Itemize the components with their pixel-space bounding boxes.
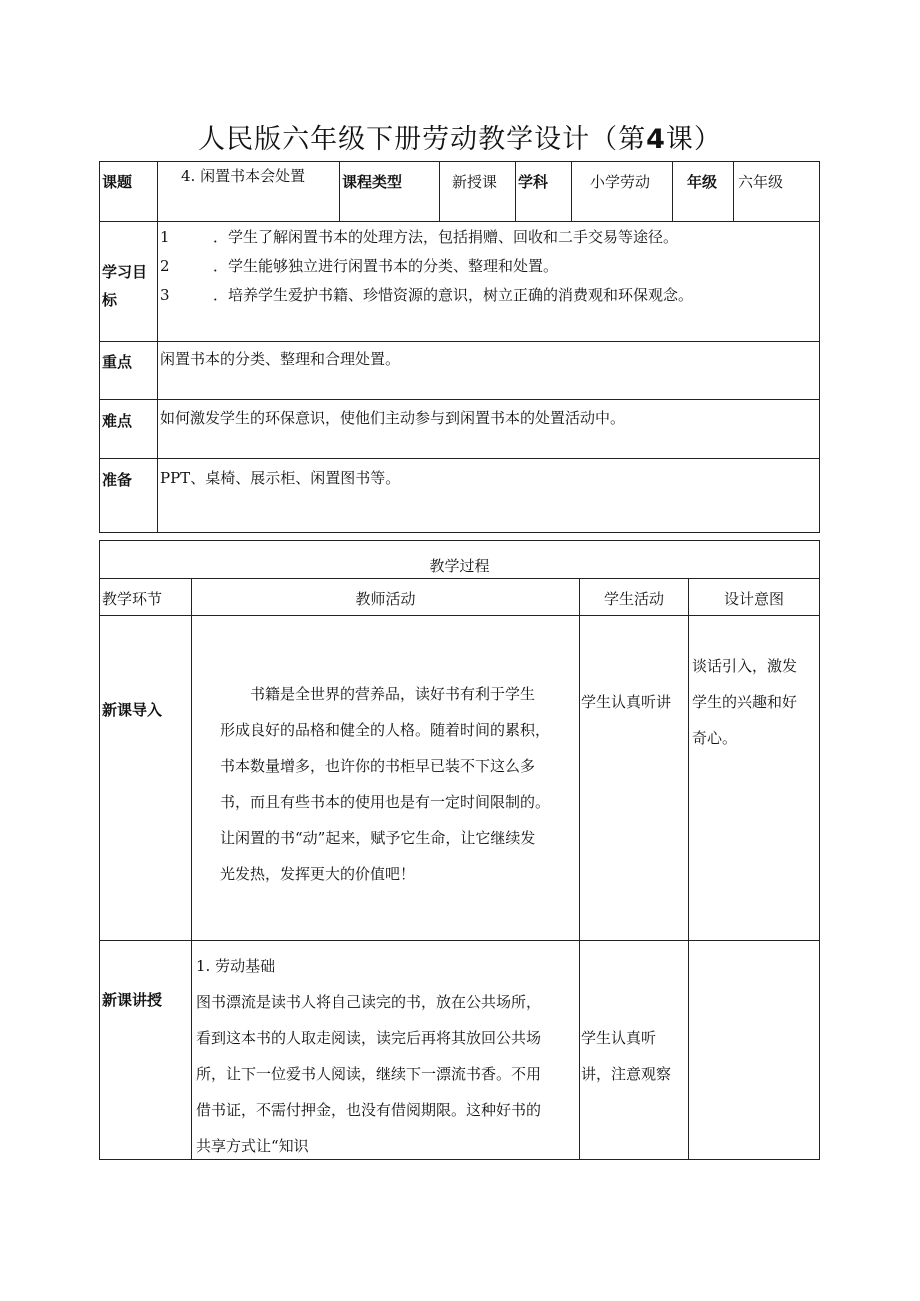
goal-number: 3	[160, 286, 170, 304]
topic-label: 课题	[102, 173, 133, 191]
text-line: 学生的兴趣和好	[692, 693, 798, 711]
student-activity	[581, 684, 671, 720]
difficulty-label: 难点	[102, 412, 133, 430]
column-header-stage: 教学环节	[102, 590, 163, 608]
text-line: 书籍是全世界的营养品，读好书有利于学生	[220, 685, 536, 703]
text-line: 谈话引入，激发	[692, 657, 798, 675]
table-border	[99, 532, 820, 533]
table-border	[99, 161, 820, 162]
table-border	[733, 161, 734, 221]
student-activity	[581, 1020, 671, 1092]
process-heading: 教学过程	[429, 557, 490, 575]
key-point-value: 闲置书本的分类、整理和合理处置。	[160, 350, 401, 368]
table-border	[99, 540, 100, 1160]
table-border	[571, 161, 572, 221]
goals-label: 学习目	[102, 263, 148, 281]
subject-value: 小学劳动	[590, 173, 651, 191]
table-border	[99, 341, 820, 342]
text-line: 奇心。	[692, 729, 738, 747]
table-border	[99, 615, 820, 616]
table-border	[819, 161, 820, 533]
teacher-activity	[220, 676, 580, 892]
goals-label: 标	[102, 291, 118, 309]
teacher-activity	[196, 948, 579, 1164]
text-line: 让闲置的书“动”起来，赋予它生命，让它继续发	[220, 829, 536, 847]
text-line: 学生认真听讲	[581, 693, 672, 711]
text-line: 书，而且有些书本的使用也是有一定时间限制的。	[220, 793, 551, 811]
table-border	[99, 399, 820, 400]
table-border	[99, 940, 820, 941]
table-border	[191, 578, 192, 1160]
stage-label: 新课导入	[102, 701, 163, 719]
goal-text: ．培养学生爱护书籍、珍惜资源的意识，树立正确的消费观和环保观念。	[213, 286, 694, 304]
column-header-student: 学生活动	[603, 590, 664, 608]
goal-text: ．学生能够独立进行闲置书本的分类、整理和处置。	[213, 257, 559, 275]
table-border	[99, 540, 820, 541]
text-line: 图书漂流是读书人将自己读完的书，放在公共场所，	[196, 993, 542, 1011]
table-border	[99, 458, 820, 459]
table-border	[439, 161, 440, 221]
subject-label: 学科	[518, 173, 549, 191]
column-header-intent: 设计意图	[723, 590, 784, 608]
text-line: 讲，注意观察	[581, 1065, 672, 1083]
text-line: 形成良好的品格和健全的人格。随着时间的累积，	[220, 721, 551, 739]
text-line: 借书证，不需付押金，也没有借阅期限。这种好书的	[196, 1101, 542, 1119]
column-header-teacher: 教师活动	[355, 590, 416, 608]
table-border	[99, 161, 100, 533]
text-line: 学生认真听	[581, 1029, 657, 1047]
table-border	[99, 578, 820, 579]
grade-value: 六年级	[738, 173, 784, 191]
grade-label: 年级	[687, 173, 718, 191]
table-border	[99, 221, 820, 222]
preparation-label: 准备	[102, 471, 133, 489]
preparation-value: PPT、桌椅、展示柜、闲置图书等。	[160, 469, 401, 487]
design-intent	[692, 648, 797, 756]
page-title: 人民版六年级下册劳动教学设计（第4课）	[198, 124, 722, 155]
course-type-label: 课程类型	[342, 173, 403, 191]
topic-value: 4. 闲置书本会处置	[181, 167, 306, 185]
table-border	[157, 161, 158, 533]
course-type-value: 新授课	[452, 173, 498, 191]
stage-label: 新课讲授	[102, 991, 163, 1009]
goal-number: 2	[160, 257, 170, 275]
difficulty-value: 如何激发学生的环保意识，使他们主动参与到闲置书本的处置活动中。	[160, 409, 626, 427]
table-border	[515, 161, 516, 221]
text-line: 所，让下一位爱书人阅读，继续下一漂流书香。不用	[196, 1065, 542, 1083]
text-line: 共享方式让“知识	[196, 1137, 309, 1155]
table-border	[339, 161, 340, 221]
text-line: 书本数量增多，也许你的书柜早已装不下这么多	[220, 757, 536, 775]
table-border	[819, 540, 820, 1160]
text-line: 光发热，发挥更大的价值吧！	[220, 865, 416, 883]
table-border	[688, 578, 689, 1160]
goal-number: 1	[160, 228, 170, 246]
key-point-label: 重点	[102, 353, 133, 371]
text-line: 1. 劳动基础	[196, 957, 276, 975]
table-border	[672, 161, 673, 221]
text-line: 看到这本书的人取走阅读，读完后再将其放回公共场	[196, 1029, 542, 1047]
goal-text: ．学生了解闲置书本的处理方法，包括捐赠、回收和二手交易等途径。	[213, 228, 679, 246]
